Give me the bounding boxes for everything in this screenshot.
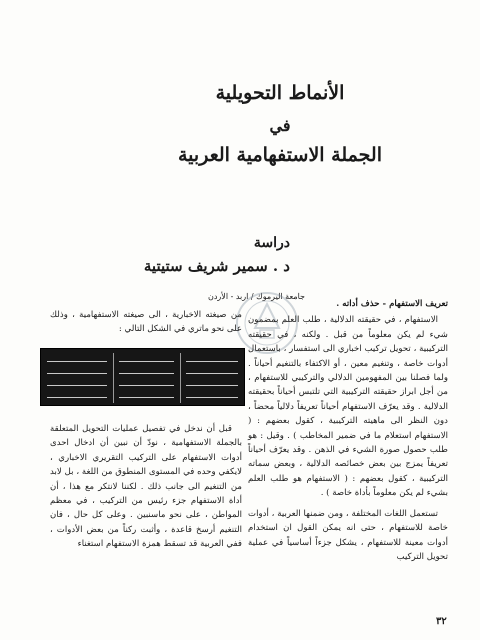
author-name: د . سمير شريف ستيتية bbox=[143, 257, 290, 275]
title-line-2: في bbox=[269, 116, 291, 135]
table-rule bbox=[119, 397, 174, 398]
left-column-intro: من صيغته الاخبارية ، الى صيغته الاستفهامية ، وذلك على نحو ماتري في الشكل التالي : bbox=[50, 310, 242, 335]
figure-table bbox=[40, 348, 245, 406]
table-rule bbox=[47, 385, 107, 386]
author-block bbox=[115, 235, 290, 275]
table-divider bbox=[113, 353, 114, 403]
table-rule bbox=[119, 373, 174, 374]
table-rule bbox=[186, 385, 238, 386]
table-rule bbox=[186, 373, 238, 374]
table-rule bbox=[47, 361, 107, 362]
table-rule bbox=[119, 361, 174, 362]
author-affiliation: جامعة اليرموك / اربد - الأردن bbox=[207, 292, 305, 301]
paragraph: تستعمل اللغات المختلفة ، ومن ضمنها العربية ، أدوات خاصة للاستفهام ، حتى انه يمكن القول ان استخدام أدوات معينة للاستفهام ، يشكل جزءاً أساسياً في عملية تحويل التركيب bbox=[248, 508, 448, 562]
section-heading: تعريف الاستفهام - حذف أداته . bbox=[336, 299, 448, 309]
table-rule bbox=[47, 373, 107, 374]
table-divider bbox=[180, 353, 181, 403]
title-block bbox=[150, 80, 410, 168]
left-column bbox=[50, 422, 242, 554]
table-rule bbox=[47, 397, 107, 398]
table-rule bbox=[119, 385, 174, 386]
title-line-1: الأنماط التحويلية bbox=[215, 82, 345, 104]
paragraph: قبل أن ندخل في تفصيل عمليات التحويل المتعلقة بالجملة الاستفهامية ، نودّ أن نبين أن ادخال احدى أدوات الاستفهام على التركيب التقريري الاخباري ، لايكفي وحده في المستوى المنطوق من اللغة ، بل لابد من التنغيم الى جانب ذلك . لكننا لانتكر مع هذا ، أن أداة الاستفهام جزء رئيس من التركيب ، في معظم المواطن ، على نحو ماسنبين . وعلى كل حال ، فان التنغيم أرسخ قاعدة ، وأثبت ركناً من بعض الأدوات ، ففي العربية قد تسقط همزة الاستفهام استغناء bbox=[50, 424, 242, 550]
page-number: ٣٢ bbox=[436, 616, 447, 627]
title-line-3: الجملة الاستفهامية العربية bbox=[178, 144, 382, 166]
table-rule bbox=[186, 361, 238, 362]
table-rule bbox=[186, 397, 238, 398]
study-label: دراسة bbox=[253, 235, 290, 251]
paragraph: الاستفهام ، في حقيقته الدلالية ، طلب العلم بمضمون شيء لم يكن معلوماً من قبل . ولكنه ، في حقيقته التركيبية ، تحويل تركيب اخباري الى استفسار ، باستعمال أدوات خاصة ، وتنغيم معين ، أو الاكتفاء بالتنغيم أحياناً . ولما فصلنا بين المفهومين الدلالي والتركيبي للاستفهام ، من أجل ابراز حقيقته التركيبية التي تلتبس أحياناً بحقيقته الدلالية . وقد يعرّف الاستفهام أحياناً تعريفاً دلالياً محضاً ، دون النظر الى ماهيته التركيبية ، كقول بعضهم : ( الاستفهام استعلام ما في ضمير المخاطب ) . وقيل : هو طلب حصول صورة الشيء في الذهن . وقد يعرّف أحياناً تعريفاً يمزج بين بعض خصائصه الدلالية ، وبعض سماته التركيبية ، كقول بعضهم : ( الاستفهام هو طلب العلم بشيء لم يكن معلوماً بأداة خاصة ) . bbox=[248, 315, 448, 499]
right-column bbox=[248, 297, 448, 566]
